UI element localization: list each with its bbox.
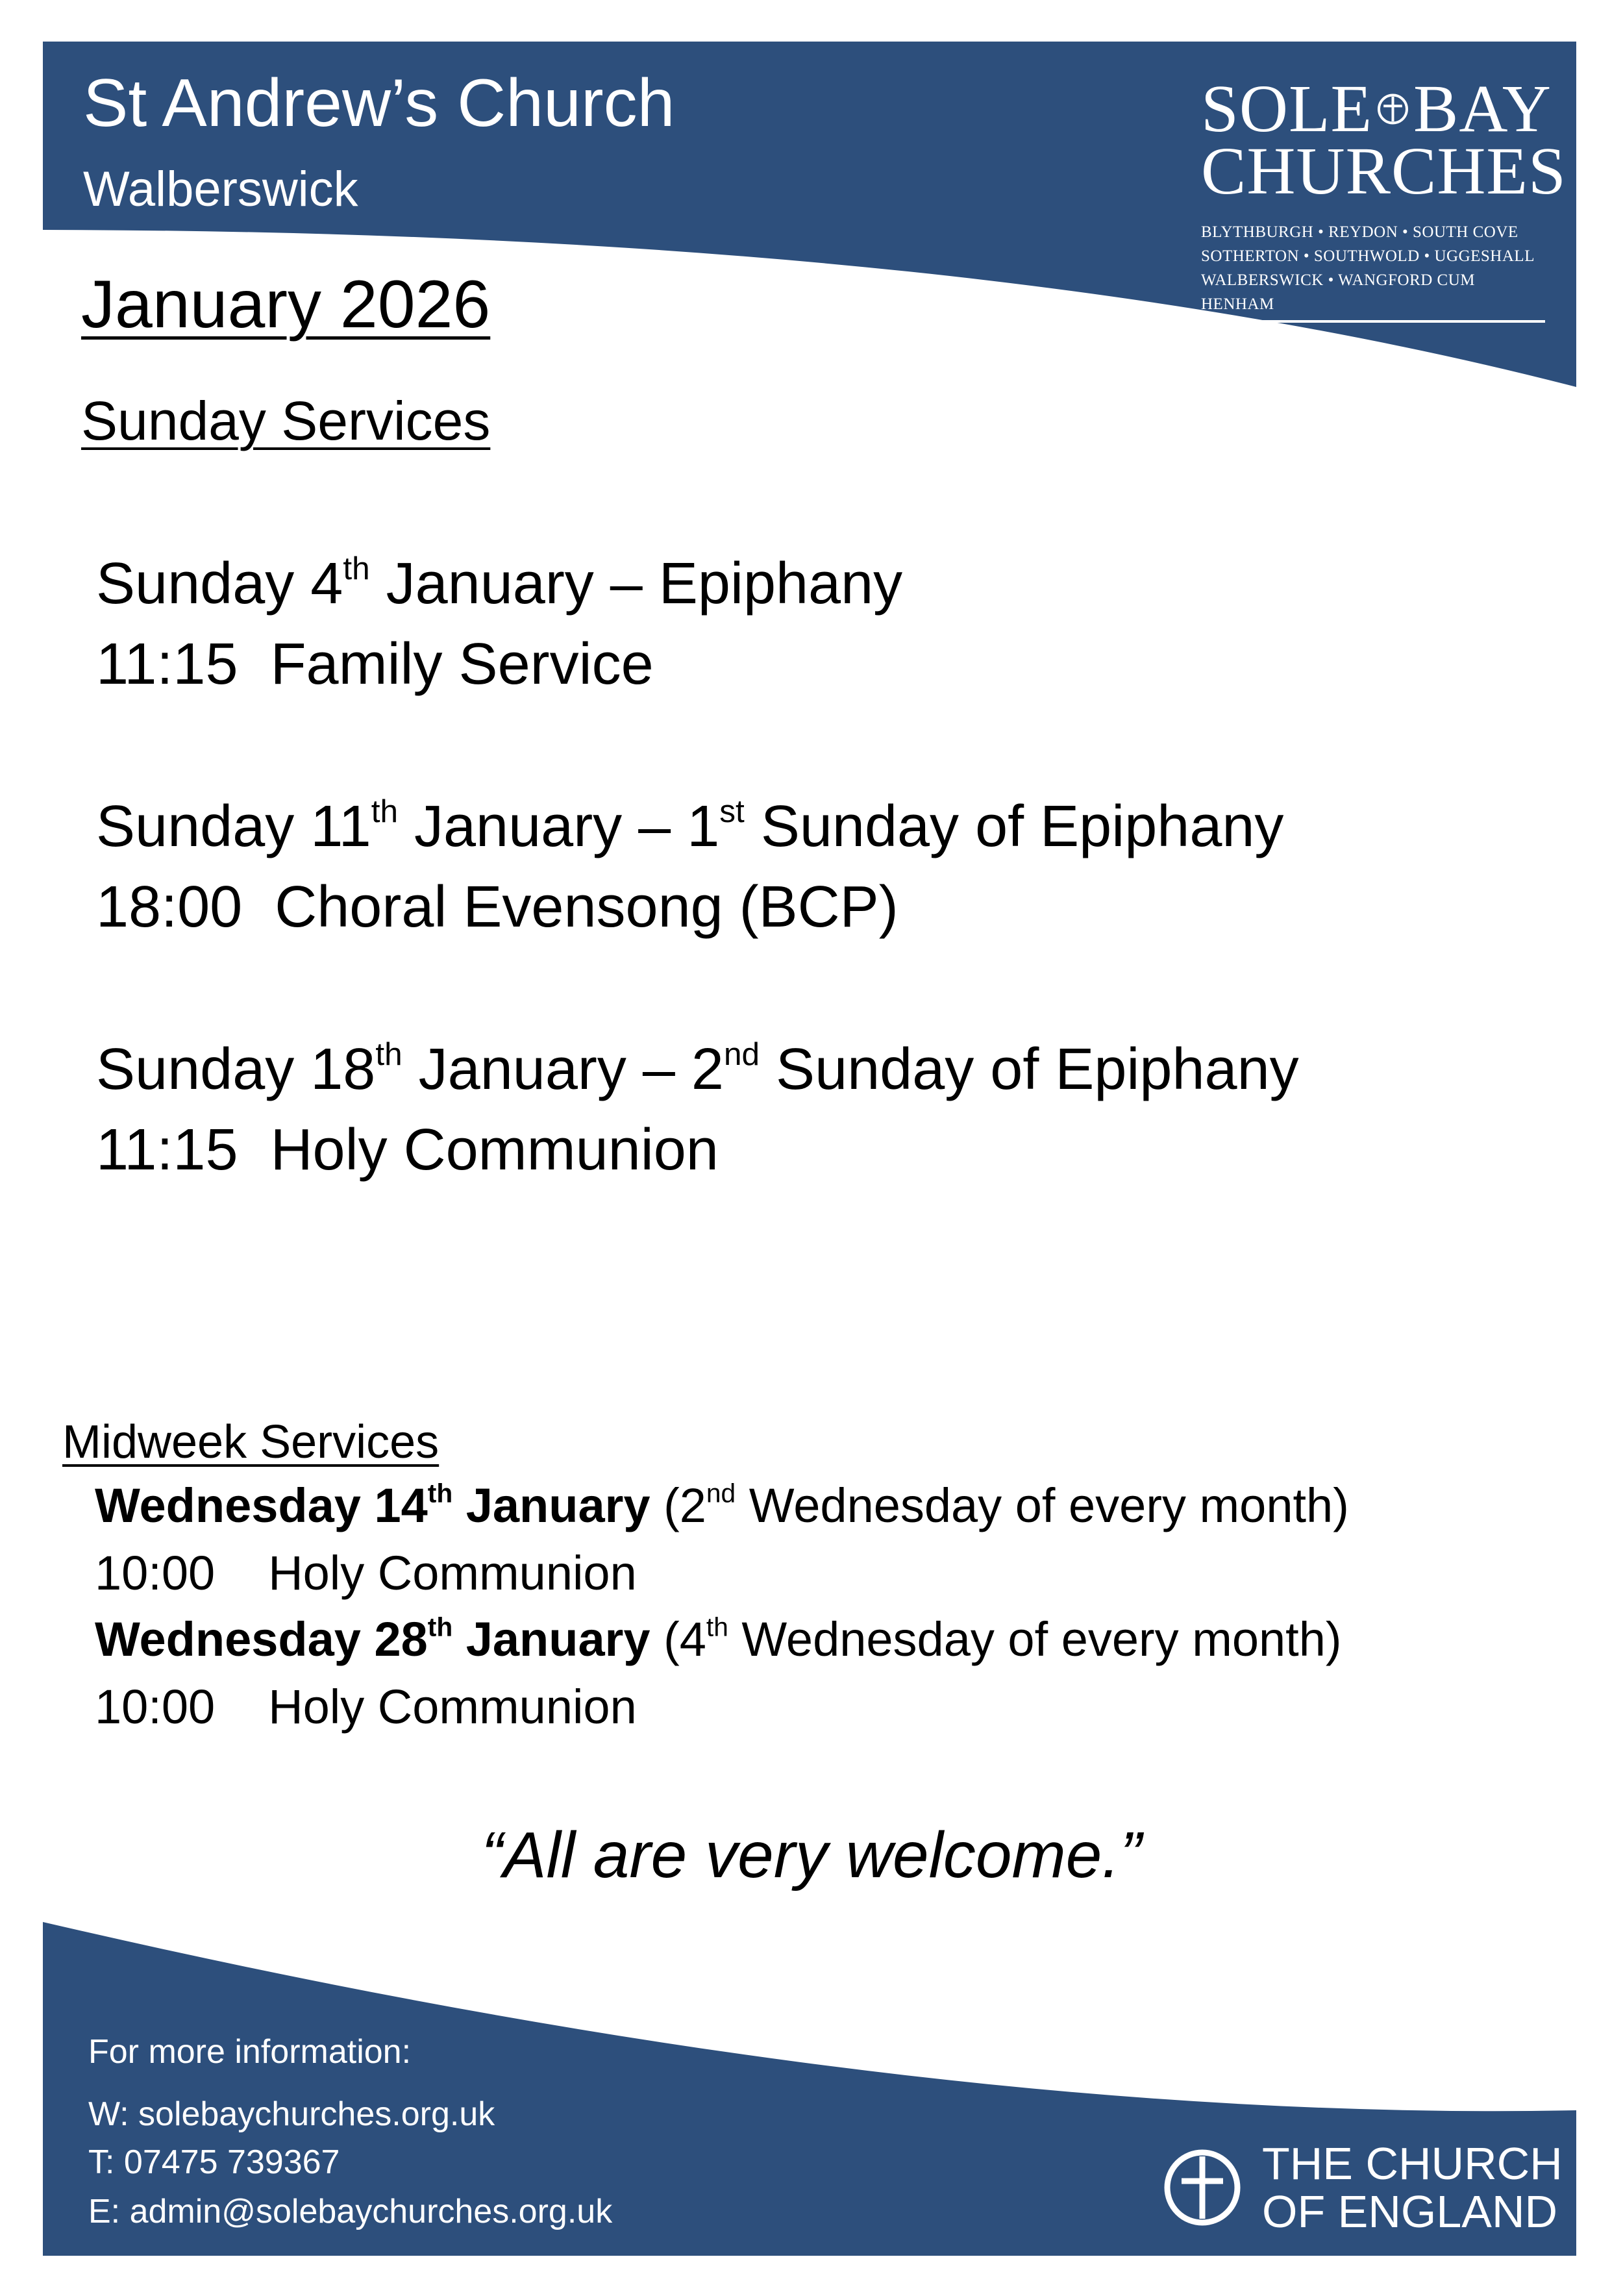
footer-email: E: admin@solebaychurches.org.uk xyxy=(88,2193,613,2230)
parish-line: WALBERSWICK • WANGFORD CUM HENHAM xyxy=(1201,271,1476,314)
footer-web: W: solebaychurches.org.uk xyxy=(88,2095,495,2133)
sole-bay-logo xyxy=(1201,71,1567,323)
welcome-message: “All are very welcome.” xyxy=(481,1819,1142,1891)
midweek-services-title: Midweek Services xyxy=(62,1416,440,1468)
midweek-heading: Wednesday 28th January (4th Wednesday of every month) xyxy=(95,1612,1342,1666)
footer-info-label: For more information: xyxy=(88,2033,412,2071)
service-detail: 18:00 Choral Evensong (BCP) xyxy=(96,875,898,940)
service-detail: 11:15 Holy Communion xyxy=(96,1117,719,1182)
service-heading: Sunday 11th January – 1st Sunday of Epiphany xyxy=(96,793,1284,859)
coe-line-2: OF ENGLAND xyxy=(1262,2186,1558,2237)
church-name: St Andrew’s Church xyxy=(83,66,675,141)
month-title: January 2026 xyxy=(81,267,491,342)
logo-line-1 xyxy=(1201,71,1552,146)
midweek-detail: 10:00 Holy Communion xyxy=(95,1546,637,1600)
logo-underline xyxy=(1201,320,1545,323)
church-of-england-icon xyxy=(1163,2149,1241,2227)
cross-icon xyxy=(1376,88,1409,130)
church-of-england-logo xyxy=(1163,2140,1563,2236)
footer-phone: T: 07475 739367 xyxy=(88,2143,340,2181)
logo-parishes xyxy=(1201,220,1552,316)
church-location: Walberswick xyxy=(83,162,358,217)
service-heading: Sunday 18th January – 2nd Sunday of Epiphany xyxy=(96,1036,1299,1102)
service-detail: 11:15 Family Service xyxy=(96,632,654,697)
midweek-heading: Wednesday 14th January (2nd Wednesday of every month) xyxy=(95,1478,1349,1532)
midweek-detail: 10:00 Holy Communion xyxy=(95,1680,637,1734)
parish-line: BLYTHBURGH • REYDON • SOUTH COVE xyxy=(1201,223,1518,242)
church-of-england-text xyxy=(1262,2140,1563,2236)
logo-text-sole: SOLE xyxy=(1201,71,1372,146)
logo-line-2: CHURCHES xyxy=(1201,133,1567,208)
parish-line: SOTHERTON • SOUTHWOLD • UGGESHALL xyxy=(1201,247,1535,266)
coe-line-1: THE CHURCH xyxy=(1262,2138,1563,2189)
service-heading: Sunday 4th January – Epiphany xyxy=(96,550,903,616)
sunday-services-title: Sunday Services xyxy=(81,390,491,451)
logo-text-bay: BAY xyxy=(1413,71,1552,146)
